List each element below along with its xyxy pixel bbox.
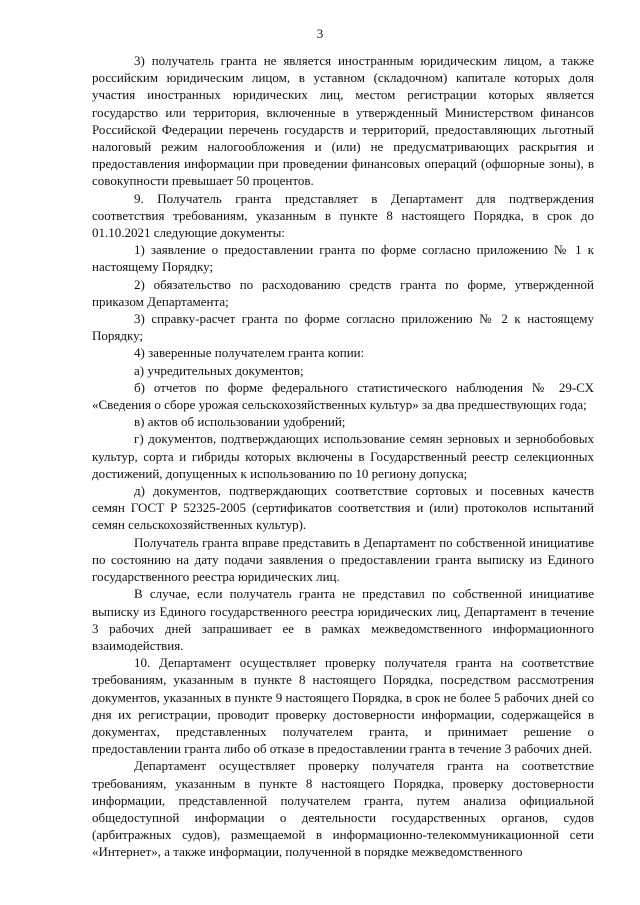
paragraph-section-10: 10. Департамент осуществляет проверку получателя гранта на соответствие требованиям, указанным в пункте 8 настоящего Порядка, посредством рассмотрения документов, указанных в пункте 9 настоящего Порядка, в срок не более 5 рабочих дней со дня их регистрации, проводит проверку достоверности информации, содержащейся в документах, представленных получателем гранта, и принимает решение о предоставлении гранта либо об отказе в предоставлении гранта в течение 3 рабочих дней.	[92, 655, 594, 757]
paragraph-section-9: 9. Получатель гранта представляет в Департамент для подтверждения соответствия требованиям, указанным в пункте 8 настоящего Порядка, в срок до 01.10.2021 следующие документы:	[92, 190, 594, 241]
paragraph-doc-2: 2) обязательство по расходованию средств гранта по форме, утвержденной приказом Департамента;	[92, 276, 594, 309]
paragraph-interagency-request: В случае, если получатель гранта не представил по собственной инициативе выписку из Единого государственного реестра юридических лиц, Департамент в течение 3 рабочих дней запрашивает ее в рамках межведомственного информационного взаимодействия.	[92, 586, 594, 653]
paragraph-verification: Департамент осуществляет проверку получателя гранта на соответствие требованиям, указанным в пункте 8 настоящего Порядка, проверку достоверности информации, представленной получателем гранта, путем анализа официальной общедоступной информации о деятельности государственных органов, судов (арбитражных судов), размещаемой в информационно-телекоммуникационной сети «Интернет», а также информации, полученной в порядке межведомственного	[92, 758, 594, 860]
paragraph-doc-4d: д) документов, подтверждающих соответствие сортовых и посевных качеств семян ГОСТ Р 52325-2005 (сертификатов соответствия и (или) протоколов испытаний семян сельскохозяйственных культур).	[92, 483, 594, 533]
paragraph-doc-4: 4) заверенные получателем гранта копии:	[134, 345, 365, 361]
paragraph-doc-4v: в) актов об использовании удобрений;	[134, 414, 346, 430]
paragraph-doc-4b: б) отчетов по форме федерального статистического наблюдения № 29-СХ «Сведения о сборе урожая сельскохозяйственных культур» за два предшествующих года;	[92, 379, 594, 413]
paragraph-doc-1: 1) заявление о предоставлении гранта по форме согласно приложению № 1 к настоящему Порядку;	[92, 242, 594, 275]
paragraph-own-initiative: Получатель гранта вправе представить в Департамент по собственной инициативе по состоянию на дату подачи заявления о предоставлении гранта выписку из Единого государственного реестра юридических лиц.	[92, 534, 594, 585]
paragraph-doc-3: 3) справку-расчет гранта по форме согласно приложению № 2 к настоящему Порядку;	[92, 311, 594, 344]
paragraph-doc-4a: а) учредительных документов;	[134, 362, 304, 378]
paragraph-item-3: 3) получатель гранта не является иностранным юридическим лицом, а также российским юридическим лицом, в уставном (складочном) капитале которых доля участия иностранных юридических лиц, местом регистрации которых является государство или территория, включенные в утвержденный Министерством финансов Российской Федерации перечень государств и территорий, предоставляющих льготный налоговый режим налогообложения и (или) не предусматривающих раскрытия и предоставления информации при проведении финансовых операций (офшорные зоны), в совокупности превышает 50 процентов.	[92, 53, 594, 189]
paragraph-doc-4g: г) документов, подтверждающих использование семян зерновых и зернобобовых культур, сорта и гибриды которых включены в Государственный реестр селекционных достижений, допущенных к использованию по 10 региону допуска;	[92, 431, 594, 481]
page-number: 3	[316, 26, 324, 41]
document-body	[92, 52, 594, 861]
